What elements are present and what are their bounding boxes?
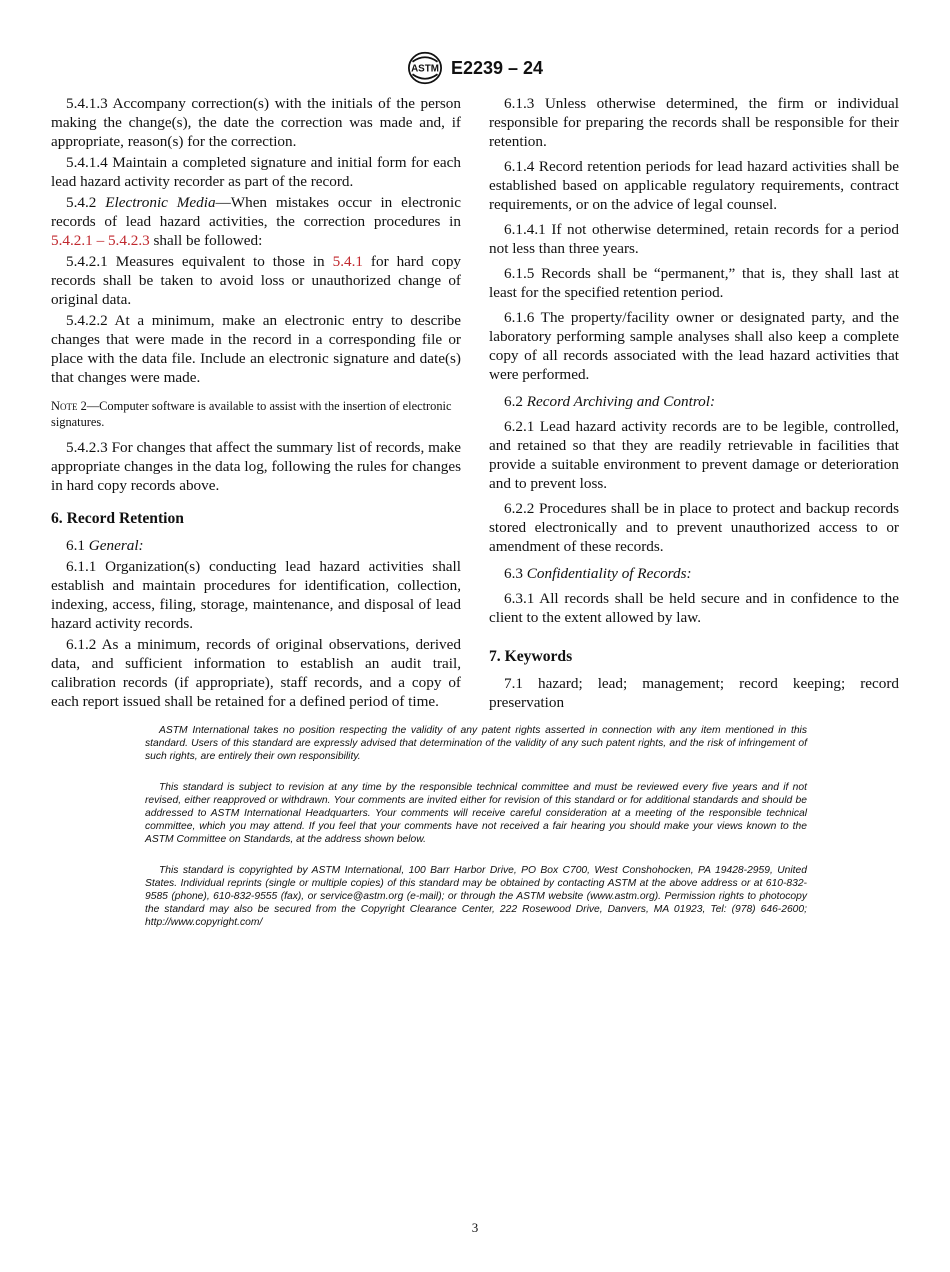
paragraph-6-3: 6.3 Confidentiality of Records: (504, 565, 692, 582)
revision-notice: This standard is subject to revision at any time by the responsible technical committee and must be reviewed every five years and if not revised, either reapproved or withdrawn. Your comments are invited either for revision of this standard or for additional standards and should be addressed to ASTM International Headquarters. Your comments will receive careful consideration at a meeting of the responsible technical committee, which you may attend. If you feel that your comments have not received a fair hearing you should make your views known to the ASTM Committee on Standards, at the address shown below. (145, 781, 807, 846)
legal-footnotes (145, 724, 807, 947)
paragraph-6-1-4-1: 6.1.4.1 If not otherwise determined, retain records for a period not less than three years. (489, 221, 899, 257)
paragraph-6-1-3: 6.1.3 Unless otherwise determined, the firm or individual responsible for preparing the records shall be responsible for their retention. (489, 95, 899, 150)
paragraph-6-1: 6.1 General: (66, 537, 144, 554)
section-heading-7: 7. Keywords (489, 648, 573, 665)
paragraph-6-1-4: 6.1.4 Record retention periods for lead hazard activities shall be established based on applicable regulatory requirements, contract requirements, or on the advice of legal counsel. (489, 158, 899, 213)
paragraph-5-4-2-1: 5.4.2.1 Measures equivalent to those in 5.4.1 for hard copy records shall be taken to avoid loss or unauthorized change of original data. (51, 253, 462, 308)
copyright-notice: This standard is copyrighted by ASTM International, 100 Barr Harbor Drive, PO Box C700, West Conshohocken, PA 19428-2959, United States. Individual reprints (single or multiple copies) of this standard may be obtained by contacting ASTM at the above address or at 610-832-9585 (phone), 610-832-9555 (fax), or service@astm.org (e-mail); or through the ASTM website (www.astm.org). Permission rights to photocopy the standard may also be secured from the Copyright Clearance Center, 222 Rosewood Drive, Danvers, MA 01923, Tel: (978) 646-2600; http://www.copyright.com/ (145, 864, 807, 929)
paragraph-6-3-1: 6.3.1 All records shall be held secure and in confidence to the client to the extent allowed by law. (489, 590, 899, 626)
svg-text:ASTM: ASTM (411, 63, 439, 75)
astm-logo-icon (407, 51, 443, 85)
section-link-5-4-1[interactable]: 5.4.1 (332, 253, 363, 270)
note-2: Note 2—Computer software is available to assist with the insertion of electronic signatures. (51, 399, 452, 429)
left-column (51, 94, 461, 713)
paragraph-6-1-5: 6.1.5 Records shall be “permanent,” that is, they shall last at least for the specified retention period. (489, 265, 899, 301)
page-number: 3 (471, 1220, 479, 1235)
paragraph-6-1-6: 6.1.6 The property/facility owner or designated party, and the laboratory performing sample analyses shall also keep a complete copy of all records associated with the lead hazard activities that were performed. (489, 309, 899, 383)
patent-notice: ASTM International takes no position respecting the validity of any patent rights asserted in connection with any item mentioned in this standard. Users of this standard are expressly advised that determination of the validity of any such patent rights, and the risk of infringement of such rights, are entirely their own responsibility. (145, 725, 807, 763)
standard-code: E2239 – 24 (450, 57, 544, 78)
section-heading-6: 6. Record Retention (51, 510, 184, 527)
page-header (0, 50, 950, 86)
paragraph-6-2-1: 6.2.1 Lead hazard activity records are to be legible, controlled, and retained so that they are readily retrievable in facilities that provide a suitable environment to prevent damage or deterioration and to prevent loss. (489, 418, 899, 492)
paragraph-5-4-2-3: 5.4.2.3 For changes that affect the summary list of records, make appropriate changes in the data log, following the rules for changes in hard copy records above. (51, 439, 461, 494)
paragraph-6-2-2: 6.2.2 Procedures shall be in place to protect and backup records stored electronically and to prevent unauthorized access to or amendment of these records. (489, 500, 899, 555)
right-column (489, 94, 899, 714)
paragraph-7-1: 7.1 hazard; lead; management; record keeping; record preservation (489, 675, 899, 711)
paragraph-5-4-2-2: 5.4.2.2 At a minimum, make an electronic entry to describe changes that were made in the record in a corresponding file or place with the data file. Include an electronic signature and date(s) that changes were made. (51, 312, 461, 386)
paragraph-6-1-1: 6.1.1 Organization(s) conducting lead hazard activities shall establish and maintain procedures for identification, collection, indexing, access, filing, storage, maintenance, and disposal of lead hazard activity records. (51, 558, 461, 632)
paragraph-6-2: 6.2 Record Archiving and Control: (504, 393, 716, 410)
section-link-5-4-2-1[interactable]: 5.4.2.1 – 5.4.2.3 (51, 232, 150, 249)
paragraph-5-4-1-3: 5.4.1.3 Accompany correction(s) with the initials of the person making the change(s), the date the correction was made and, if appropriate, reason(s) for the correction. (51, 95, 461, 150)
paragraph-5-4-2: 5.4.2 Electronic Media—When mistakes occur in electronic records of lead hazard activities, the correction procedures in 5.4.2.1 – 5.4.2.3 shall be followed: (51, 194, 461, 249)
paragraph-6-1-2: 6.1.2 As a minimum, records of original observations, derived data, and sufficient information to establish an audit trail, calibration records (if appropriate), staff records, and a copy of each report issued shall be retained for a defined period of time. (51, 636, 461, 710)
paragraph-5-4-1-4: 5.4.1.4 Maintain a completed signature and initial form for each lead hazard activity recorder as part of the record. (51, 154, 461, 190)
